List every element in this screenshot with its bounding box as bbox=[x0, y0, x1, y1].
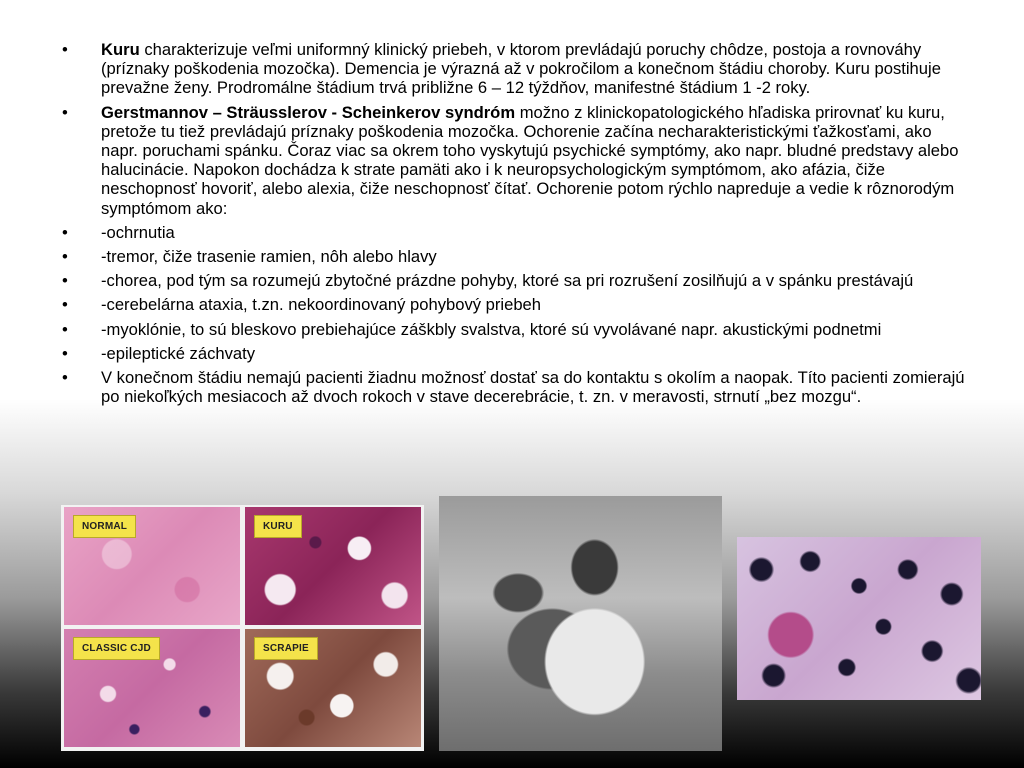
bullet-item-myoklonie bbox=[60, 320, 965, 339]
histology-label-classic-cjd: CLASSIC CJD bbox=[73, 637, 160, 660]
bullet-text: charakterizuje veľmi uniformný klinický priebeh, v ktorom prevládajú poruchy chôdze, postoja a rovnováhy (príznaky poškodenia mozočka). Demencia je výrazná až v pokročilom a konečnom štádiu choroby. Kuru postihuje prevažne ženy. Prodromálne štádium trvá približne 6 – 12 týždňov, manifestné štádium 1 -2 roky. bbox=[101, 40, 941, 98]
bullet-dot: • bbox=[62, 102, 68, 122]
bullet-bold-term: Gerstmannov – Sträusslerov - Scheinkerov syndróm bbox=[101, 102, 516, 122]
bullet-item-ochrnutia bbox=[60, 223, 965, 242]
bullet-bold-term: Kuru bbox=[101, 40, 140, 59]
bullet-text: -cerebelárna ataxia, t.zn. nekoordinovaný pohybový priebeh bbox=[101, 295, 542, 315]
bullet-dot: • bbox=[62, 40, 68, 59]
bullet-dot: • bbox=[62, 319, 68, 339]
histology-comparison-image bbox=[61, 505, 424, 751]
bullet-item-tremor bbox=[60, 247, 965, 266]
bullet-dot: • bbox=[62, 368, 68, 388]
histology-panel-normal bbox=[64, 507, 240, 625]
bullet-item-ataxia bbox=[60, 295, 965, 314]
bullet-item-gss bbox=[60, 103, 965, 218]
bullet-item-chorea bbox=[60, 271, 965, 290]
histology-panel-classic-cjd bbox=[64, 629, 240, 747]
bullet-text: -chorea, pod tým sa rozumejú zbytočné prázdne pohyby, ktoré sa pri rozrušení zosilňujú a v spánku prestávajú bbox=[101, 271, 914, 291]
kuru-patient-photo bbox=[439, 496, 722, 751]
bullet-text: -epileptické záchvaty bbox=[101, 343, 256, 363]
histology-label-normal: NORMAL bbox=[73, 515, 136, 538]
bullet-text: -ochrnutia bbox=[101, 222, 175, 242]
histology-label-scrapie: SCRAPIE bbox=[254, 637, 318, 660]
bullet-dot: • bbox=[62, 222, 68, 242]
kuru-plaque-micrograph bbox=[737, 537, 981, 700]
bullet-item-kuru bbox=[60, 40, 965, 98]
bullet-list bbox=[60, 40, 965, 411]
bullet-item-epilepticke bbox=[60, 344, 965, 363]
bullet-dot: • bbox=[62, 295, 68, 315]
bullet-item-konecne-stadium bbox=[60, 368, 965, 406]
histology-panel-scrapie bbox=[245, 629, 421, 747]
bullet-text: -myoklónie, to sú bleskovo prebiehajúce záškbly svalstva, ktoré sú vyvolávané napr. akustickými podnetmi bbox=[101, 319, 882, 339]
histology-panel-kuru bbox=[245, 507, 421, 625]
histology-label-kuru: KURU bbox=[254, 515, 302, 538]
bullet-dot: • bbox=[62, 343, 68, 363]
bullet-text: -tremor, čiže trasenie ramien, nôh alebo hlavy bbox=[101, 247, 437, 267]
bullet-dot: • bbox=[62, 271, 68, 291]
bullet-text: V konečnom štádiu nemajú pacienti žiadnu možnosť dostať sa do kontaktu s okolím a naopak. Títo pacienti zomierajú po niekoľkých mesiacoch až dvoch rokoch v stave decerebrácie, t. zn. v meravosti, strnutí „bez mozgu“. bbox=[101, 368, 965, 407]
bullet-dot: • bbox=[62, 247, 68, 267]
bullet-text: možno z klinickopatologického hľadiska prirovnať ku kuru, pretože tu tiež prevládajú príznaky poškodenia mozočka. Ochorenie začína necharakteristickými ťažkosťami, ako napr. poruchami spánku. Čoraz viac sa okrem toho vyskytujú psychické symptómy, ako napr. bludné predstavy alebo halucinácie. Napokon dochádza k strate pamäti ako i k neuropsychologickým symptómom, ako afázia, čiže neschopnosť hovoriť, alebo alexia, čiže neschopnosť čítať. Ochorenie potom rýchlo napreduje a vedie k rôznorodým symptómom ako: bbox=[101, 102, 959, 218]
